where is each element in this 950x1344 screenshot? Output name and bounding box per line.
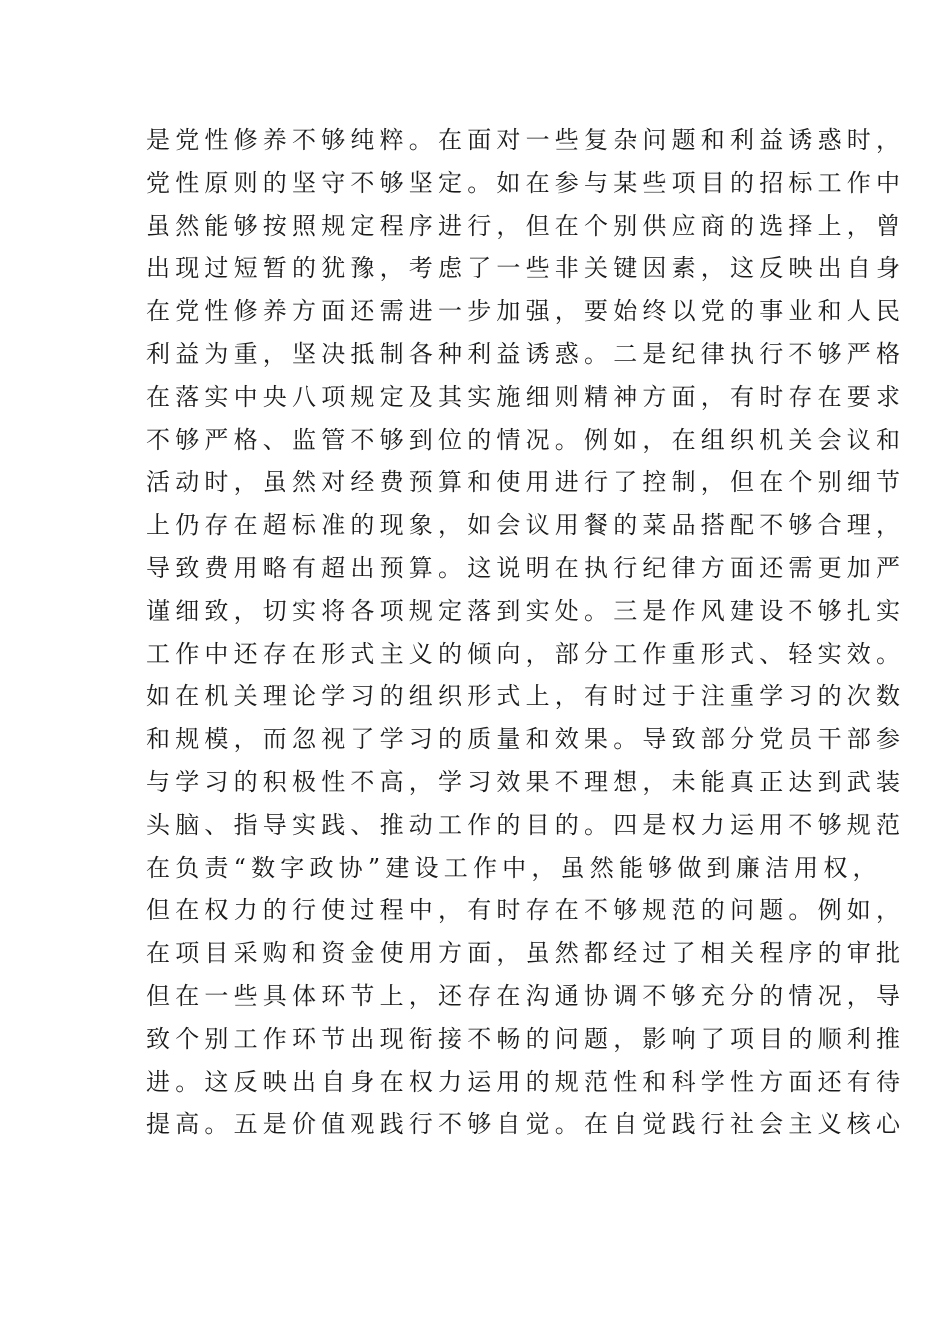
text-line: 利益为重，坚决抵制各种利益诱惑。二是纪律执行不够严格 bbox=[146, 339, 906, 368]
text-line: 不够严格、监管不够到位的情况。例如，在组织机关会议和 bbox=[146, 425, 906, 454]
text-line: 出现过短暂的犹豫，考虑了一些非关键因素，这反映出自身 bbox=[146, 254, 906, 283]
text-line: 在项目采购和资金使用方面，虽然都经过了相关程序的审批 bbox=[146, 939, 906, 968]
text-line: 与学习的积极性不高，学习效果不理想，未能真正达到武装 bbox=[146, 767, 906, 796]
text-line: 进。这反映出自身在权力运用的规范性和科学性方面还有待 bbox=[146, 1067, 906, 1096]
text-line: 但在权力的行使过程中，有时存在不够规范的问题。例如， bbox=[146, 896, 906, 925]
text-line: 导致费用略有超出预算。这说明在执行纪律方面还需更加严 bbox=[146, 553, 906, 582]
text-line: 上仍存在超标准的现象，如会议用餐的菜品搭配不够合理， bbox=[146, 511, 906, 540]
text-line: 活动时，虽然对经费预算和使用进行了控制，但在个别细节 bbox=[146, 468, 906, 497]
text-line: 但在一些具体环节上，还存在沟通协调不够充分的情况，导 bbox=[146, 981, 906, 1010]
text-line: 党性原则的坚守不够坚定。如在参与某些项目的招标工作中 bbox=[146, 168, 906, 197]
text-line: 头脑、指导实践、推动工作的目的。四是权力运用不够规范 bbox=[146, 810, 906, 839]
text-line: 工作中还存在形式主义的倾向，部分工作重形式、轻实效。 bbox=[146, 639, 906, 668]
text-line: 提高。五是价值观践行不够自觉。在自觉践行社会主义核心 bbox=[146, 1110, 906, 1139]
text-line: 虽然能够按照规定程序进行，但在个别供应商的选择上，曾 bbox=[146, 211, 906, 240]
text-line: 谨细致，切实将各项规定落到实处。三是作风建设不够扎实 bbox=[146, 596, 906, 625]
text-line: 在党性修养方面还需进一步加强，要始终以党的事业和人民 bbox=[146, 297, 906, 326]
text-line: 在负责“数字政协”建设工作中，虽然能够做到廉洁用权， bbox=[146, 853, 882, 882]
text-line: 致个别工作环节出现衔接不畅的问题，影响了项目的顺利推 bbox=[146, 1024, 906, 1053]
text-line: 在落实中央八项规定及其实施细则精神方面，有时存在要求 bbox=[146, 382, 906, 411]
text-line: 如在机关理论学习的组织形式上，有时过于注重学习的次数 bbox=[146, 682, 906, 711]
body-text bbox=[146, 119, 906, 1146]
text-line: 是党性修养不够纯粹。在面对一些复杂问题和利益诱惑时， bbox=[146, 126, 906, 154]
text-line: 和规模，而忽视了学习的质量和效果。导致部分党员干部参 bbox=[146, 725, 906, 754]
